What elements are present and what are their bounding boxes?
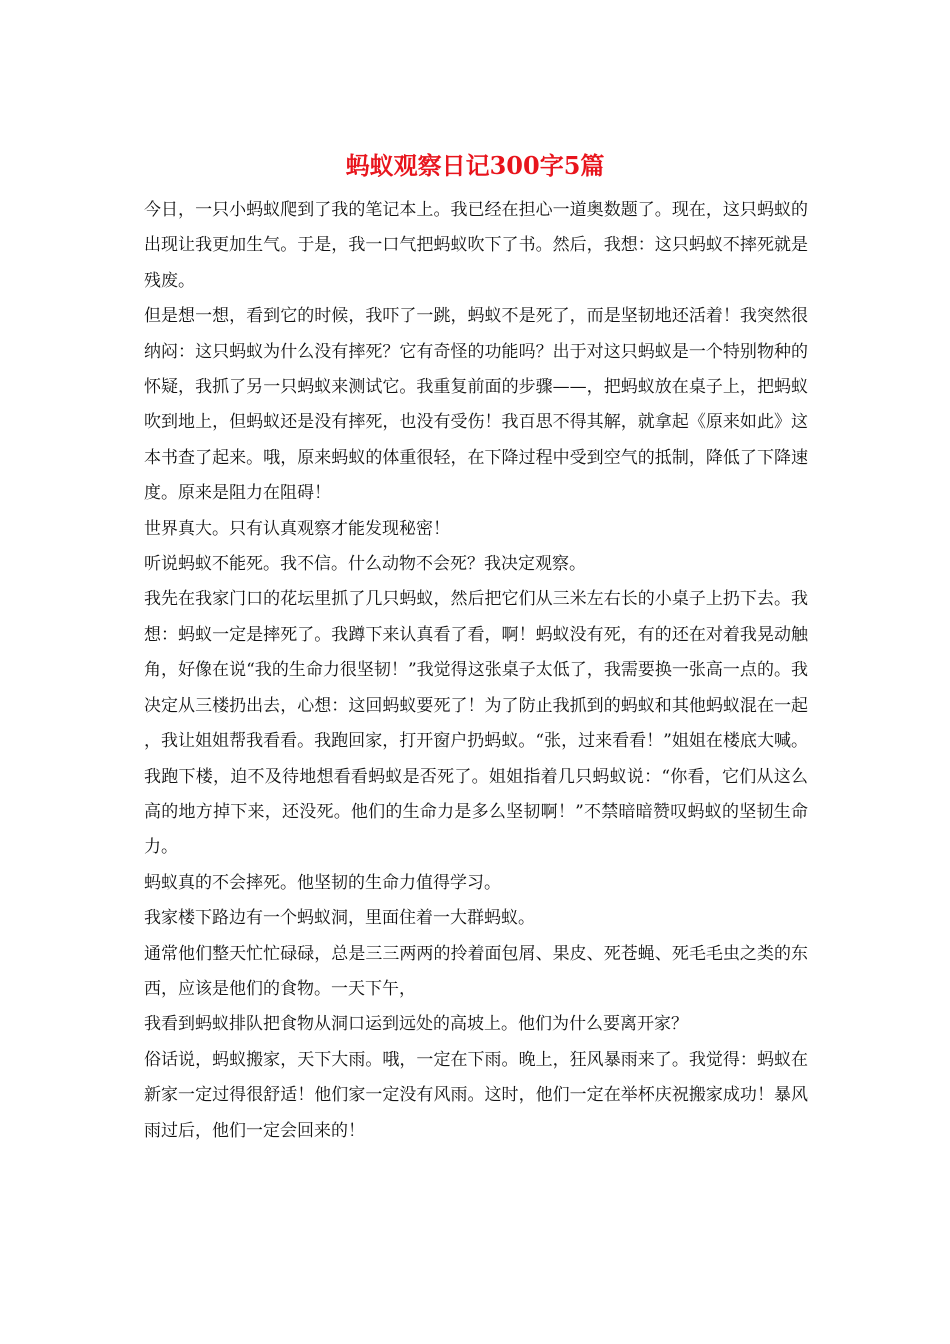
paragraph: 今日，一只小蚂蚁爬到了我的笔记本上。我已经在担心一道奥数题了。现在，这只蚂蚁的出现让我更加生气。于是，我一口气把蚂蚁吹下了书。然后，我想：这只蚂蚁不摔死就是残废。 <box>144 200 808 291</box>
paragraph: 我先在我家门口的花坛里抓了几只蚂蚁，然后把它们从三米左右长的小桌子上扔下去。我想：蚂蚁一定是摔死了。我蹲下来认真看了看，啊！蚂蚁没有死，有的还在对着我晃动触角，好像在说“我的生命力很坚韧！”我觉得这张桌子太低了，我需要换一张高一点的。我决定从三楼扔出去，心想：这回蚂蚁要死了！为了防止我抓到的蚂蚁和其他蚂蚁混在一起，我让姐姐帮我看看。我跑回家，打开窗户扔蚂蚁。“张，过来看看！”姐姐在楼底大喊。我跑下楼，迫不及待地想看看蚂蚁是否死了。姐姐指着几只蚂蚁说：“你看，它们从这么高的地方掉下来，还没死。他们的生命力是多么坚韧啊！”不禁暗暗赞叹蚂蚁的坚韧生命力。 <box>144 589 808 858</box>
paragraph: 通常他们整天忙忙碌碌，总是三三两两的拎着面包屑、果皮、死苍蝇、死毛毛虫之类的东西，应该是他们的食物。一天下午， <box>144 943 808 999</box>
paragraph: 我看到蚂蚁排队把食物从洞口运到远处的高坡上。他们为什么要离开家？ <box>144 1014 688 1035</box>
paragraph: 但是想一想，看到它的时候，我吓了一跳，蚂蚁不是死了，而是坚韧地还活着！我突然很纳闷：这只蚂蚁为什么没有摔死？它有奇怪的功能吗？出于对这只蚂蚁是一个特别物种的怀疑，我抓了另一只蚂蚁来测试它。我重复前面的步骤——，把蚂蚁放在桌子上，把蚂蚁吹到地上，但蚂蚁还是没有摔死，也没有受伤！我百思不得其解，就拿起《原来如此》这本书查了起来。哦，原来蚂蚁的体重很轻，在下降过程中受到空气的抵制，降低了下降速度。原来是阻力在阻碍！ <box>144 306 808 504</box>
paragraph: 我家楼下路边有一个蚂蚁洞，里面住着一大群蚂蚁。 <box>144 908 535 929</box>
document-body <box>144 193 808 1149</box>
paragraph: 听说蚂蚁不能死。我不信。什么动物不会死？我决定观察。 <box>144 554 586 575</box>
paragraph: 蚂蚁真的不会摔死。他坚韧的生命力值得学习。 <box>144 872 501 893</box>
document-title: 蚂蚁观察日记300字5篇 <box>345 151 605 180</box>
paragraph: 世界真大。只有认真观察才能发现秘密！ <box>144 518 450 539</box>
paragraph: 俗话说，蚂蚁搬家，天下大雨。哦，一定在下雨。晚上，狂风暴雨来了。我觉得：蚂蚁在新家一定过得很舒适！他们家一定没有风雨。这时，他们一定在举杯庆祝搬家成功！暴风雨过后，他们一定会回来的！ <box>144 1049 808 1141</box>
